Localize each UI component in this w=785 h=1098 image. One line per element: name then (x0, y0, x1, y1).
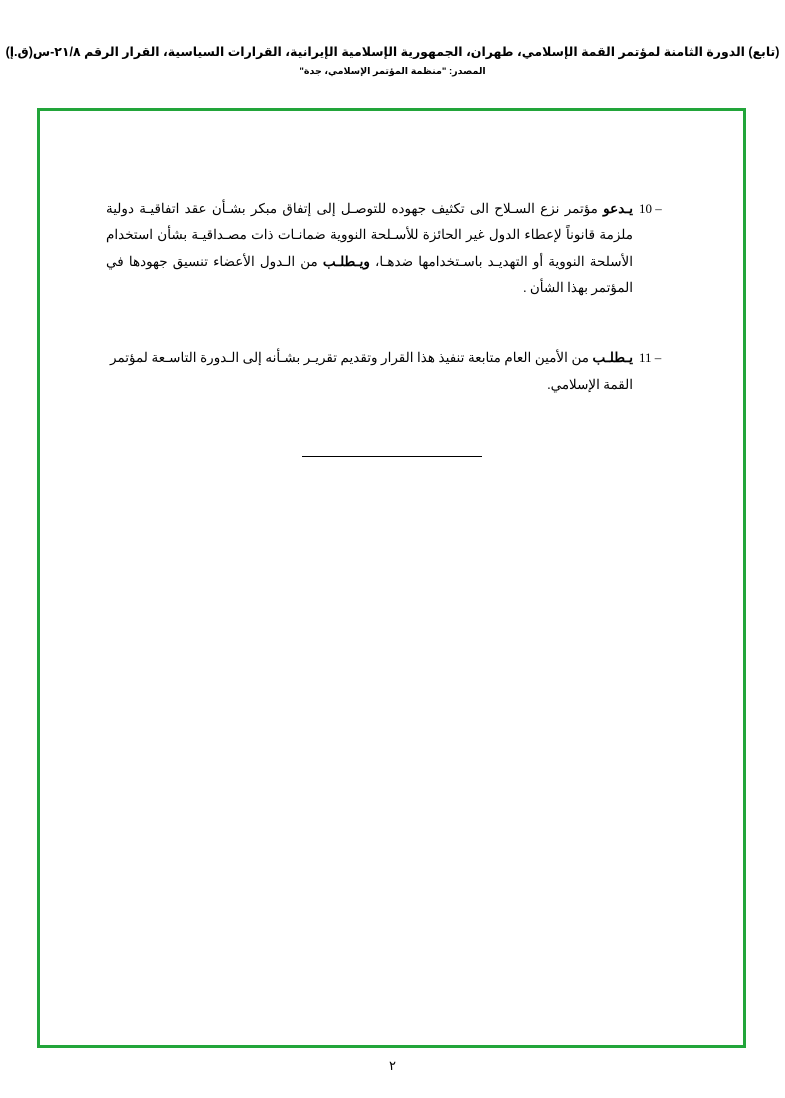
clause-body-text: مؤتمر نزع السـلاح الى تكثيف جهوده للتوصـل إلى إتفاق مبكر بشـأن عقد اتفاقيـة دولية ملزمة قانوناً لإعطاء الدول غير الحائزة للأسـلحة النووية ضمانـات ذات مصـداقيـة بشأن استخدام الأسلحة النووية أو التهديـد باسـتخدامها ضدهـا، (106, 201, 633, 269)
clause-separator: – (655, 201, 662, 216)
header-source: المصدر: "منظمة المؤتمر الإسلامي، جدة" (299, 66, 486, 77)
clause-body-text: من الأمين العام متابعة تنفيذ هذا القرار وتقديم تقريـر بشـأنه إلى الـدورة التاسـعة لمؤتمر القمة الإسلامي. (110, 350, 633, 392)
clause-marker (633, 196, 683, 221)
section-divider (302, 456, 482, 457)
page-border-frame (37, 108, 746, 1048)
clause-number: 11 (639, 350, 652, 366)
document-header (0, 44, 785, 77)
section-divider-wrap (100, 456, 683, 457)
clause-item (100, 345, 683, 398)
header-title: (تابع) الدورة الثامنة لمؤتمر القمة الإسلامي، طهران، الجمهورية الإسلامية الإيرانية، القرارات السياسية، القرار الرقم ٢١/٨-س(ق.إ) (5, 45, 780, 59)
clause-text (100, 345, 633, 398)
page-number: ٢ (389, 1058, 396, 1073)
clause-item (100, 196, 683, 301)
clause-lead-verb: يـدعو (603, 201, 633, 216)
clause-body-text-2: من الـدول الأعضاء تنسيق جهودها في المؤتمر بهذا الشأن . (106, 253, 633, 295)
clause-lead-verb-2: ويـطلـب (322, 253, 370, 269)
document-body (100, 196, 683, 457)
clause-lead-verb: يـطلـب (592, 350, 633, 366)
clause-marker (633, 345, 683, 370)
clause-text (100, 196, 633, 301)
clause-number: 10 (639, 201, 652, 216)
clause-separator: – (654, 350, 662, 366)
